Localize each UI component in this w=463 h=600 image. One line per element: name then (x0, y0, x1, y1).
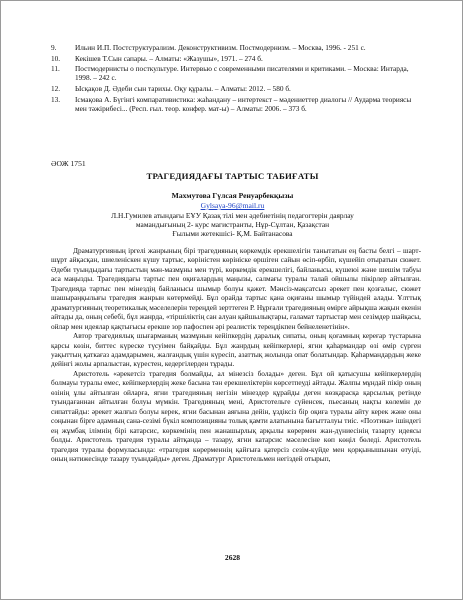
affiliation-line: мамандығының 2- курс магистранты, Нұр-Сұлтан, Қазақстан (135, 220, 330, 230)
reference-text: Кекішев Т.Сын сапары. – Алматы: «Жазушы», 1971. – 274 б. (75, 53, 263, 63)
reference-number: 11. (51, 64, 60, 74)
affiliation-line: Л.Н.Гумилев атындағы ЕҰУ Қазақ тілі мен әдебиетінің педагогтерін даярлау (111, 211, 354, 220)
affiliation-block (1, 211, 463, 239)
reference-list (51, 43, 421, 115)
body-paragraph: Аристотель «әрекетсіз трагедия болмайды, ал мінезсіз болады» деген. Бұл ой қатысушы кейіпкерлердің болмауы туралы емес, кейіпкерлердің жеке басына тән ерекшеліктерін көрсетпеуді айтады. Жалпы мұндай пікір оның өзінің ұлы айтылған ойларға, ягни трагедияның негізін мінездер құрайды деген көзқарасқа қарсылық ретінде туындағаннан айтылған болуы мүмкін. Трагедияның мені, Аристотельге сүйенсек, пьесаның нақты көлемін де сипаттайды: әрекет жалғыз болуы керек, ягни басынан аяғына дейін, ұздіксіз бір оқиға туралы айту керек және оны соңынан бірге адамның сана-сезімі бүкіл композицияны толық қамти алатынына бағытталуы тиіс. «Поэтика» ішіндегі ең жұмбақ ілімнің бірі катарсис, көркемінің пен жанашырлық арқылы көрермен жан-дүниесінің тазарту идеясы болды. Аристотель трагедия туралы айтқанда – тазару, ягни катарсис мәселесіне көп көңіл бөледі. Аристотель трагедия туралы формуласында: «трагедия көрерменнің қайғыға қатерсіз сезім-күйде мен қорқынышынан өтуіді, оның нәтижесінде тазару туындайды» деген. Драматург Аристотельмен негіздей отырып, (51, 368, 421, 463)
body-paragraph: Автор трагедиялық шығарманың мазмұнын кейіпкердің даралық сипаты, оның қоғамның кереғар түстарына қарсы көзін, биттес күреске түсуімен байқайды. Бұл жанрдың кейіпкерлері, ягни қаһармандар өзі өмір сүрген уақыттың қаткағаз адамдарымен, жалғандық үшін күресіп, азаттық жолында опат болатындар. Қаһармандардың жеке дейінгі жолы арпалыстан, күрестен, кедергілерден тұрады. (51, 331, 421, 369)
reference-text: Постмодернисты о посткультуре. Интервью с современными писателями и критиками. – Москва: Интарда, 1998. – 242 с. (75, 64, 409, 83)
reference-item (51, 95, 421, 114)
reference-number: 9. (51, 43, 57, 52)
reference-item (51, 64, 421, 83)
reference-item (51, 84, 421, 93)
page-number: 2628 (224, 553, 241, 562)
reference-number: 10. (51, 53, 61, 63)
body-paragraph: Драматургияның іргелі жанрының бірі трагедияның көркемдік ерекшелігін танытатын ең басты белгі – шарт-шұрт айқасқан, шиеленіскен күшу тартыс, көріністен көрініске өршіген сайын өсіп-өрбіп, күшейіп отыратын сюжет. Әдеби туындыдағы тартыстың мән-мазмұны мен түрі, көркемдік ерекшелігі, байланысы, күшеюі және шешім табуы аса маңызды. Трагедиядағы тартыс пен оқиғалардың маңызы, салмағы туралы талай ойшылы пікірлер айтылған. Трагедияда тартыс пен мінездің байланысы шымыр болуы қажет. Мәнсіз-мақсатсыз әрекет пен қозғалыс, сюжет шашыраңқылығы трагедия жанрын көтермейді. Бұл орайда тартыс қана оқиғаны шымыр түйіндей алады. Ұлттық драматургияның теоретикалық мәселелерін тереңдей зерттеген Р. Нұрғали трагедияның өмірге айрықша жақын екенін айтады да, оның себебі, бұл жанрда, «тіршіліктің сан алуан қайшылықтары, ғаламат тартыстар мен сезімдер шайқасы, ойлар мен идеялар қақтығысы ерекше зор пафоспен әрі реалистік тереңдікпен бейнеленетінін». (51, 246, 421, 331)
reference-text: Ысқақов Д. Әдеби сын тарихы. Оқу құралы. – Алматы: 2012. – 580 б. (75, 84, 291, 94)
email-link[interactable]: Gylsaya-96@mail.ru (200, 201, 265, 210)
affiliation-line: Ғылыми жетекшісі- Қ.М. Байтанасова (172, 229, 293, 239)
reference-text: Ильин И.П. Постструктурализм. Деконструктивизм. Постмодернизм. – Москва, 1996. - 251 с. (75, 43, 366, 52)
article-title: ТРАГЕДИЯДАҒЫ ТАРТЫС ТАБИҒАТЫ (146, 171, 319, 181)
author-email (1, 201, 463, 210)
reference-item (51, 43, 421, 52)
reference-number: 13. (51, 94, 61, 104)
author-name: Махмутова Гүлсая Ренуарбекқызы (171, 191, 294, 200)
article-body (51, 246, 421, 463)
reference-item (51, 54, 421, 63)
reference-number: 12. (51, 84, 61, 94)
udc-code: ӘОЖ 1751 (51, 159, 86, 168)
reference-text: Ісмақова А. Бүгінгі компаративистика: жаһандану – интертекст – мәдениеттер диалогы // Аударма теориясы мен тәжірибесі... (Респ. ғыл. теор. конфер. мат-ы) – Алматы: 2006. – 373 б. (75, 94, 412, 113)
